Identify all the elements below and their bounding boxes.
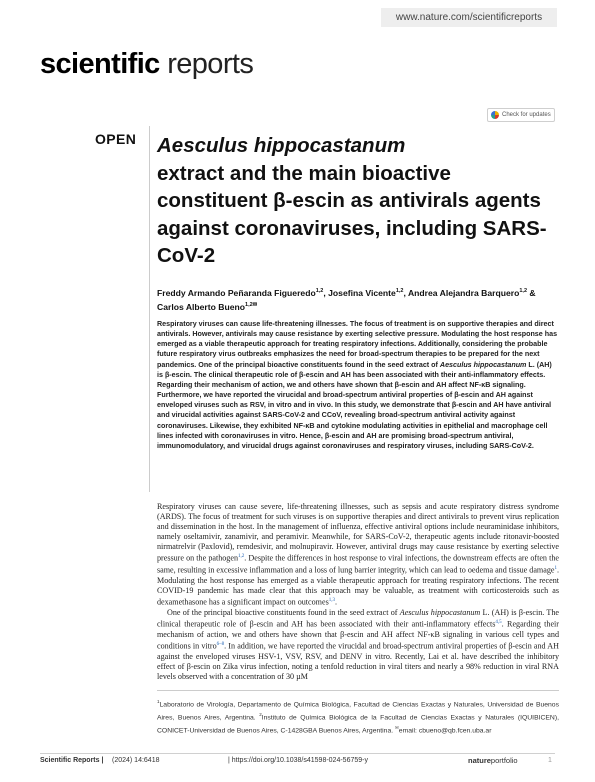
page-footer (40, 755, 555, 767)
body-text: . Despite the differences in host response to viral infections, the downstream effects are often the same, resulting in excessive inflammation and a loss of lung barrier integrity, which can lead to oedema and tissue damage (157, 554, 559, 575)
body-text: . (334, 597, 337, 607)
body-paragraph (157, 608, 559, 682)
reference-link[interactable]: 1,3 (328, 598, 335, 604)
author[interactable]: Carlos Alberto Bueno (157, 302, 246, 313)
affil-sup: 1 (157, 699, 160, 704)
reference-link[interactable]: 4,5 (495, 620, 502, 626)
journal-url[interactable]: www.nature.com/scientificreports (381, 8, 557, 27)
footer-divider (40, 753, 555, 754)
article-body (157, 502, 559, 682)
affiliations (157, 697, 559, 736)
footer-doi-link[interactable]: | https://doi.org/10.1038/s41598-024-56759-y (228, 757, 368, 764)
author-sup: 1,2 (315, 288, 324, 294)
abstract (157, 319, 559, 451)
article-title (157, 132, 557, 270)
abstract-text: L. (AH) is β-escin. The clinical therapeutic role of β-escin and AH has been associated with their anti-inflammatory effects. Regarding their mechanism of action, we and others have shown that β-escin and AH affect NF-κB signaling. Furthermore, we have reported the virucidal and broad-spectrum antiviral properties of β-escin and AH against enveloped viruses such as RSV, in vitro and in vivo. In this study, we demonstrate that β-escin and AH have antiviral and virucidal activities against SARS-CoV-2 and CCoV, revealing broad-spectrum antiviral activity against coronaviruses. Likewise, they exhibited NF-κB and cytokine modulating activities in epithelial and macrophage cell lines infected with coronaviruses in vitro. Hence, β-escin and AH are promising broad-spectrum antiviral, immunomodulatory, and virucidal drugs against coronaviruses and respiratory viruses, including SARS-CoV-2. (157, 360, 552, 450)
reference-link[interactable]: 1 (554, 566, 557, 572)
author[interactable]: Freddy Armando Peñaranda Figueredo (157, 287, 316, 298)
nature-portfolio-logo (468, 756, 518, 765)
body-text: . In addition, we have reported the virucidal and broad-spectrum antiviral properties of β-escin and AH against the enveloped viruses HSV-1, VSV, RSV, and DENV in vitro. Recently, Lai et al. have described the inhibitory effect of β-escin on Zika virus infection, noting a tenfold reduction in viral titers and nearly a 98% reduction in viral RNA levels observed with a concentration of 30 µM (157, 641, 559, 681)
body-italic: Aesculus hippocastanum (399, 608, 481, 617)
open-access-label: OPEN (95, 131, 137, 147)
divider-vertical (149, 126, 150, 492)
author-list: Freddy Armando Peñaranda Figueredo$^{1,2}$, Josefina Vicente$^{1,2}$, Andrea Alejandra Barquero$^{1,2}$ & Carlos Alberto Bueno$^{1,2✉}$ (157, 287, 536, 313)
body-text: L. (AH) is β-escin. The clinical therapeutic role of β-escin and AH has been associated with their anti-inflammatory effects (157, 608, 560, 629)
check-for-updates-label: Check for updates (502, 112, 551, 118)
body-paragraph (157, 502, 559, 608)
brand-bold: scientific (40, 48, 160, 80)
title-italic: Aesculus hippocastanum (157, 134, 406, 157)
author-sup: 1,2 (395, 288, 404, 294)
footer-journal: Scientific Reports | (40, 757, 104, 764)
body-text: Respiratory viruses can cause severe, life-threatening illnesses, such as sepsis and acute respiratory distress syndrome (ARDS). The focus of treatment for such viruses is on supportive therapies and direct antivirals to prevent virus replication and dissemination in the host. In the management of influenza, effective antiviral options include neuraminidase inhibitors, namely oseltamivir, zanamivir, and peramivir. Meanwhile, for SARS-CoV-2, therapeutic agents include ritonavir-boosted nirmatrelvir (Paxlovid), remdesivir, and molnupiravir. However, antiviral drugs may cause resistance by exerting selective pressure on the pathogen (157, 502, 559, 564)
footer-citation: (2024) 14:6418 (112, 757, 160, 764)
author-sup: 1,2✉ (245, 302, 258, 309)
page-number: 1 (548, 757, 552, 764)
affil-text: Instituto de Química Biológica de la Facultad de Ciencias Exactas y Naturales (IQUIBICEN), CONICET-Universidad de Buenos Aires, C-1428GBA Buenos Aires, Argentina. (157, 714, 559, 734)
crossmark-icon (491, 111, 499, 119)
affiliation-divider (157, 690, 559, 691)
title-rest: extract and the main bioactive constituent β-escin as antivirals agents against coronaviruses, including SARS-CoV-2 (157, 161, 547, 267)
corresponding-email[interactable]: email: cbueno@qb.fcen.uba.ar (398, 726, 492, 734)
envelope-icon: ✉ (395, 724, 399, 730)
affil-sup: 2 (259, 711, 262, 717)
reference-link[interactable]: 6–8 (216, 641, 225, 647)
body-text: . Regarding their mechanism of action, we and others have shown that β-escin and AH affect NF-κB signaling in various cell types and conditions in vitro (157, 619, 559, 651)
abstract-text: Respiratory viruses can cause life-threatening illnesses. The focus of treatment is on supportive therapies and direct antivirals. However, antivirals may cause resistance by exerting selective pressure. Modulating the host response has emerged as a viable therapeutic approach for treating respiratory infections. Additionally, considering the probable future respiratory virus outbreaks emphasizes the need for broad-spectrum therapies to be prepared for the next pandemics. One of the principal bioactive constituents found in the seed extract of (157, 320, 558, 369)
author[interactable]: Andrea Alejandra Barquero (407, 287, 520, 298)
reference-link[interactable]: 1,2 (238, 554, 245, 560)
brand-light: portfolio (490, 756, 518, 765)
brand-bold: nature (468, 756, 491, 765)
affil-text: Laboratorio de Virología, Departamento de Química Biológica, Facultad de Ciencias Exactas y Naturales, Universidad de Buenos Aires, Buenos Aires, Argentina. (157, 701, 559, 722)
brand-light: reports (167, 48, 254, 80)
author-sup: 1,2 (519, 288, 528, 294)
body-text: . Modulating the host response has emerged as a viable therapeutic approach for treating respiratory infections. The recent COVID-19 pandemic has made clear that this approach may be valuable, as treatment with corticosteroids such as dexamethasone has a significant impact on outcomes (157, 565, 559, 607)
abstract-italic: Aesculus hippocastanum (439, 360, 527, 369)
author[interactable]: Josefina Vicente (328, 287, 396, 298)
body-text: One of the principal bioactive constituents found in the seed extract of (167, 608, 400, 617)
journal-logo (40, 48, 253, 81)
check-for-updates-button[interactable] (487, 108, 555, 122)
